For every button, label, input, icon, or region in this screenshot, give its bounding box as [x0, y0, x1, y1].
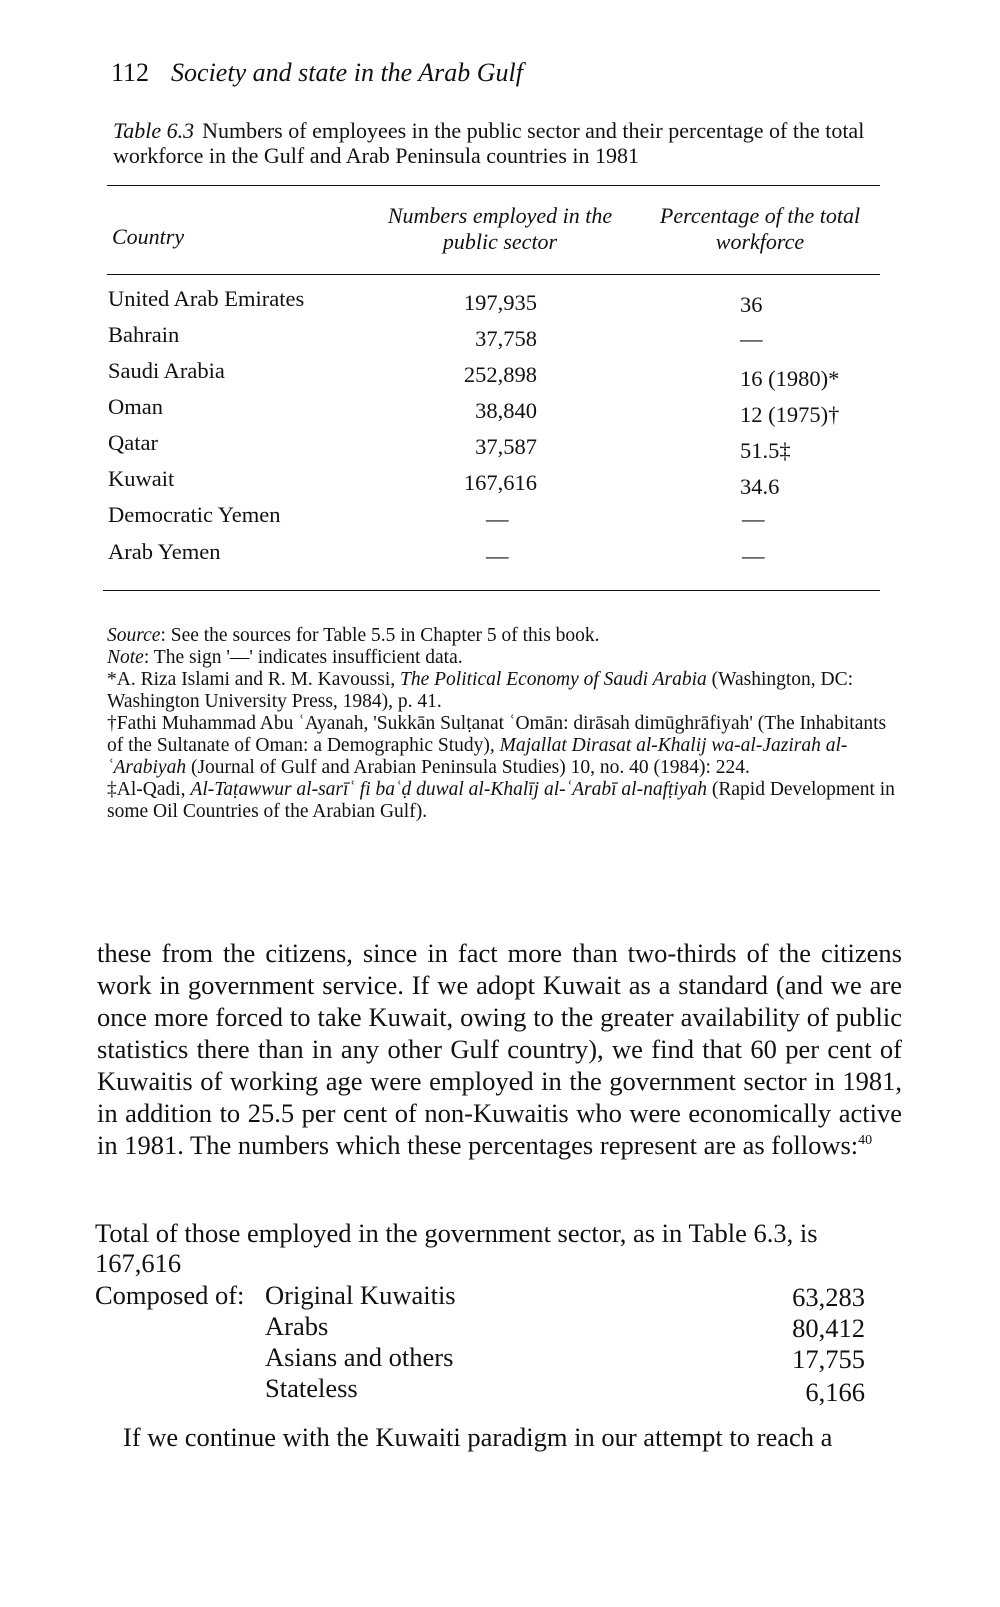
cell-percentage: 36: [740, 292, 763, 317]
table-caption-text: Numbers of employees in the public sector and their percentage of the total workforce in the Gulf and Arab Peninsula countries in 1981: [113, 118, 865, 168]
cell-country: Oman: [108, 394, 163, 419]
cell-percentage: 51.5‡: [740, 438, 791, 463]
cell-country: Bahrain: [108, 322, 180, 347]
total-line: Total of those employed in the government sector, as in Table 6.3, is 167,616: [95, 1218, 818, 1278]
cell-percentage: 16 (1980)*: [740, 366, 840, 391]
cell-employed: 197,935: [463, 290, 537, 315]
footnote-2: †Fathi Muhammad Abu ʿAyanah, 'Sukkān Sulṭanat ʿOmān: dirāsah dimūghrāfiyah' (The Inhabitants of the Sultanate of Oman: a Demographic Study), Majallat Dirasat al-Khalij wa-al-Jazirah al-ʿArabiyah (Journal of Gulf and Arabian Peninsula Studies) 10, no. 40 (1984): 224.: [107, 713, 887, 778]
source-note: Source: See the sources for Table 5.5 in Chapter 5 of this book.: [107, 625, 600, 646]
cell-country: Saudi Arabia: [108, 358, 225, 383]
column-header-employed: Numbers employed in the public sector: [387, 203, 613, 254]
footnote-3: ‡Al-Qadi, Al-Taṭawwur al-sarīʿ fi baʿḍ duwal al-Khalīj al-ʿArabī al-nafṭiyah (Rapid Development in some Oil Countries of the Arabian Gulf).: [107, 779, 895, 822]
cell-country: United Arab Emirates: [108, 286, 305, 311]
cell-percentage: —: [742, 543, 765, 568]
cell-country: Arab Yemen: [108, 539, 221, 564]
running-title: Society and state in the Arab Gulf: [171, 58, 523, 87]
composition-label: Asians and others: [265, 1342, 454, 1372]
page-header: [111, 58, 523, 88]
cell-country: Qatar: [108, 430, 158, 455]
composition-label: Original Kuwaitis: [265, 1280, 456, 1310]
footnote-1: *A. Riza Islami and R. M. Kavoussi, The Political Economy of Saudi Arabia (Washington, DC: Washington University Press, 1984), p. 41.: [107, 669, 854, 712]
cell-employed: —: [486, 506, 509, 531]
cell-percentage: 12 (1975)†: [740, 402, 840, 427]
cell-employed: —: [486, 543, 509, 568]
column-header-country: Country: [112, 224, 185, 249]
footnote-ref: 40: [858, 1133, 873, 1149]
cell-country: Democratic Yemen: [108, 502, 281, 527]
composition-label: Stateless: [265, 1373, 358, 1403]
cell-employed: 37,587: [475, 434, 537, 459]
table-top-rule: [107, 185, 880, 186]
body-paragraph: these from the citizens, since in fact more than two-thirds of the citizens work in government service. If we adopt Kuwait as a standard (and we are once more forced to take Kuwait, owing to the greater availability of public statistics there than in any other Gulf country), we find that 60 per cent of Kuwaitis of working age were employed in the government sector in 1981, in addition to 25.5 per cent of non-Kuwaitis who were economically active in 1981. The numbers which these percentages represent are as follows:$^{40}$: [97, 938, 902, 1160]
composition-value: 17,755: [792, 1344, 865, 1374]
table-bottom-rule: [103, 590, 880, 591]
table-header-rule: [107, 274, 880, 275]
page-number: 112: [111, 58, 150, 87]
cell-employed: 167,616: [463, 470, 537, 495]
continuation-line: If we continue with the Kuwaiti paradigm in our attempt to reach a: [123, 1422, 833, 1452]
composition-label: Arabs: [265, 1311, 329, 1341]
cell-employed: 38,840: [475, 398, 537, 423]
table-notes: [107, 625, 907, 823]
cell-percentage: —: [742, 506, 765, 531]
cell-percentage: —: [740, 326, 763, 351]
note-line: Note: The sign '—' indicates insufficient data.: [107, 647, 463, 668]
table-caption: [113, 118, 903, 168]
composed-label: Composed of:: [95, 1280, 245, 1310]
composition-value: 63,283: [792, 1282, 865, 1312]
cell-percentage: 34.6: [740, 474, 780, 499]
composition-value: 80,412: [792, 1313, 865, 1343]
cell-employed: 37,758: [475, 326, 537, 351]
composition-value: 6,166: [805, 1377, 865, 1407]
cell-employed: 252,898: [463, 362, 537, 387]
column-header-percentage: Percentage of the total workforce: [659, 203, 861, 254]
table-label: Table 6.3: [113, 118, 195, 143]
cell-country: Kuwait: [108, 466, 175, 491]
